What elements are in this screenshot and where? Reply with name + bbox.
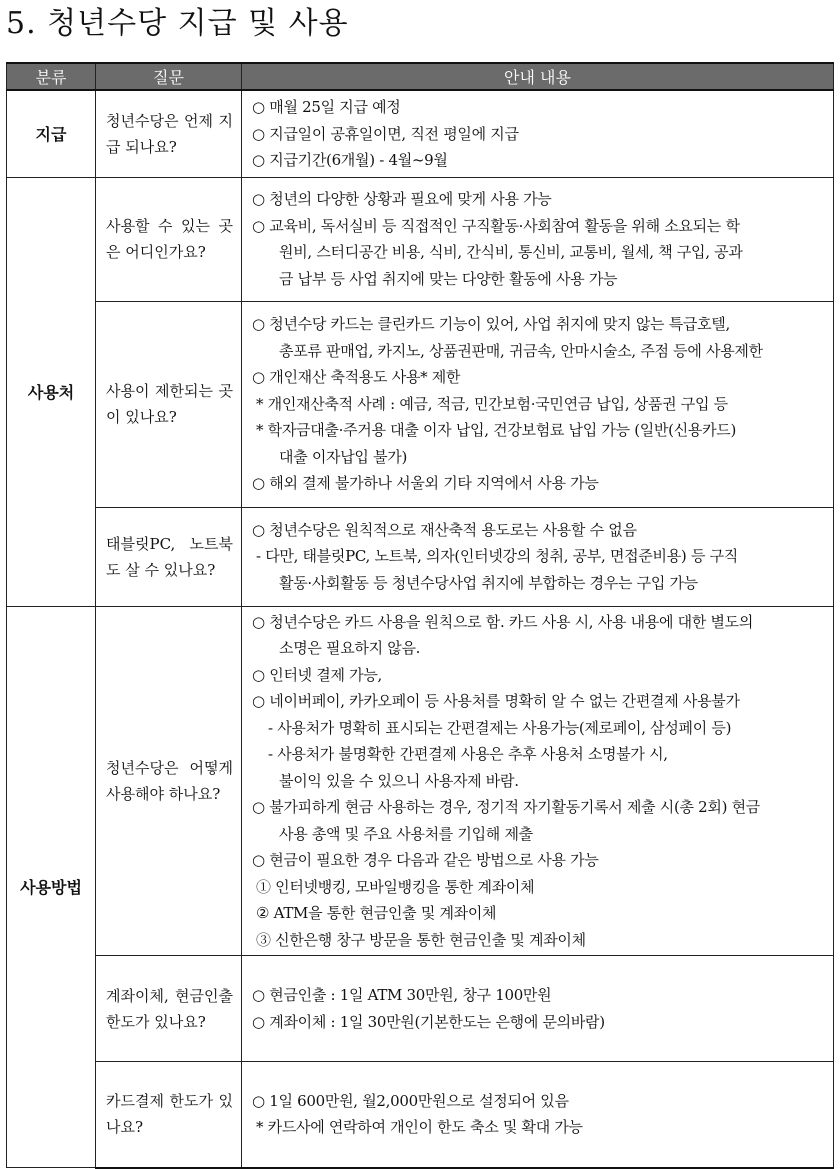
answer-line: ○ 인터넷 결제 가능, xyxy=(252,665,382,684)
answer-line: ○ 개인재산 축적용도 사용* 제한 xyxy=(252,368,461,387)
question-cell: 청년수당은 언제 지급 되나요? xyxy=(96,90,242,177)
answer-line: ○ 해외 결제 불가하나 서울외 기타 지역에서 사용 가능 xyxy=(252,474,599,493)
question-cell: 태블릿PC, 노트북도 살 수 있나요? xyxy=(96,507,242,606)
table-row xyxy=(7,301,834,507)
answer-line: 사용 총액 및 주요 사용처를 기입해 제출 xyxy=(279,824,533,843)
page-title: 5. 청년수당 지급 및 사용 xyxy=(6,6,349,41)
answer-line: ○ 매월 25일 지급 예정 xyxy=(252,98,401,116)
answer-line: 활동·사회활동 등 청년수당사업 취지에 부합하는 경우는 구입 가능 xyxy=(279,573,698,592)
answer-line: - 사용처가 불명확한 간편결제 사용은 추후 사용처 소명불가 시, xyxy=(268,745,668,763)
answer-line: 불이익 있을 수 있으니 사용자제 바람. xyxy=(279,771,519,790)
question-cell: 사용이 제한되는 곳이 있나요? xyxy=(96,301,242,507)
answer-line: 총포류 판매업, 카지노, 상품권판매, 귀금속, 안마시술소, 주점 등에 사용제한 xyxy=(279,341,763,360)
answer-line: ○ 교육비, 독서실비 등 직접적인 구직활동·사회참여 활동을 위해 소요되는 학 xyxy=(252,216,740,235)
answer-line: * 개인재산축적 사례 : 예금, 적금, 민간보험·국민연금 납입, 상품권 구입 등 xyxy=(256,394,728,413)
answer-line: - 다만, 태블릿PC, 노트북, 의자(인터넷강의 청취, 공부, 면접준비용) 등 구직 xyxy=(256,547,738,566)
answer-cell xyxy=(242,90,834,177)
answer-line: ○ 청년수당 카드는 클린카드 기능이 있어, 사업 취지에 맞지 않는 특급호텔, xyxy=(252,315,730,334)
answer-line: ③ 신한은행 창구 방문을 통한 현금인출 및 계좌이체 xyxy=(256,930,586,949)
table-row xyxy=(7,177,834,301)
header-question: 질문 xyxy=(96,63,242,90)
table-row xyxy=(7,1062,834,1168)
answer-line: 대출 이자납입 불가) xyxy=(279,447,408,466)
answer-line: 원비, 스터디공간 비용, 식비, 간식비, 통신비, 교통비, 월세, 책 구입, 공과 xyxy=(279,243,743,261)
answer-line: * 카드사에 연락하여 개인이 한도 축소 및 확대 가능 xyxy=(256,1118,583,1137)
answer-line: ② ATM을 통한 현금인출 및 계좌이체 xyxy=(256,904,497,922)
table-row xyxy=(7,507,834,606)
answer-line: ○ 현금이 필요한 경우 다음과 같은 방법으로 사용 가능 xyxy=(252,851,599,869)
answer-line: ○ 네이버페이, 카카오페이 등 사용처를 명확히 알 수 없는 간편결제 사용불가 xyxy=(252,692,740,710)
answer-line: ○ 청년수당은 카드 사용을 원칙으로 함. 카드 사용 시, 사용 내용에 대한 별도의 xyxy=(252,612,754,631)
answer-line: ○ 청년의 다양한 상황과 필요에 맞게 사용 가능 xyxy=(252,190,552,208)
question-cell: 청년수당은 어떻게 사용해야 하나요? xyxy=(96,606,242,956)
answer-cell xyxy=(242,606,834,956)
answer-cell xyxy=(242,507,834,606)
question-cell: 카드결제 한도가 있나요? xyxy=(96,1062,242,1168)
answer-cell xyxy=(242,177,834,301)
answer-line: ○ 지급일이 공휴일이면, 직전 평일에 지급 xyxy=(252,124,519,143)
table-header-row xyxy=(7,63,834,90)
answer-line: ○ 현금인출 : 1일 ATM 30만원, 창구 100만원 xyxy=(252,986,552,1004)
category-usage-place: 사용처 xyxy=(7,177,96,606)
answer-line: ○ 불가피하게 현금 사용하는 경우, 정기적 자기활동기록서 제출 시(총 2회) 현금 xyxy=(252,798,760,816)
answer-line: ① 인터넷뱅킹, 모바일뱅킹을 통한 계좌이체 xyxy=(256,877,535,896)
category-usage-method: 사용방법 xyxy=(7,606,96,1168)
table-row xyxy=(7,606,834,956)
answer-line: ○ 1일 600만원, 월2,000만원으로 설정되어 있음 xyxy=(252,1091,569,1110)
table-row xyxy=(7,956,834,1062)
answer-cell xyxy=(242,301,834,507)
answer-line: - 사용처가 명확히 표시되는 간편결제는 사용가능(제로페이, 삼성페이 등) xyxy=(268,718,732,737)
header-category: 분류 xyxy=(7,63,96,90)
category-payment: 지급 xyxy=(7,90,96,177)
header-answer: 안내 내용 xyxy=(242,63,834,90)
table-row xyxy=(7,90,834,177)
answer-line: ○ 계좌이체 : 1일 30만원(기본한도는 은행에 문의바람) xyxy=(252,1012,605,1031)
answer-line: 소명은 필요하지 않음. xyxy=(279,639,421,657)
question-cell: 계좌이체, 현금인출 한도가 있나요? xyxy=(96,956,242,1062)
answer-line: 금 납부 등 사업 취지에 맞는 다양한 활동에 사용 가능 xyxy=(279,269,618,288)
answer-line: ○ 지급기간(6개월) - 4월~9월 xyxy=(252,151,448,169)
question-cell: 사용할 수 있는 곳은 어디인가요? xyxy=(96,177,242,301)
faq-table xyxy=(6,62,834,1169)
answer-line: * 학자금대출·주거용 대출 이자 납입, 건강보험료 납입 가능 (일반(신용카드) xyxy=(256,421,737,440)
answer-cell xyxy=(242,1062,834,1168)
answer-cell xyxy=(242,956,834,1062)
answer-line: ○ 청년수당은 원칙적으로 재산축적 용도로는 사용할 수 없음 xyxy=(252,520,637,539)
